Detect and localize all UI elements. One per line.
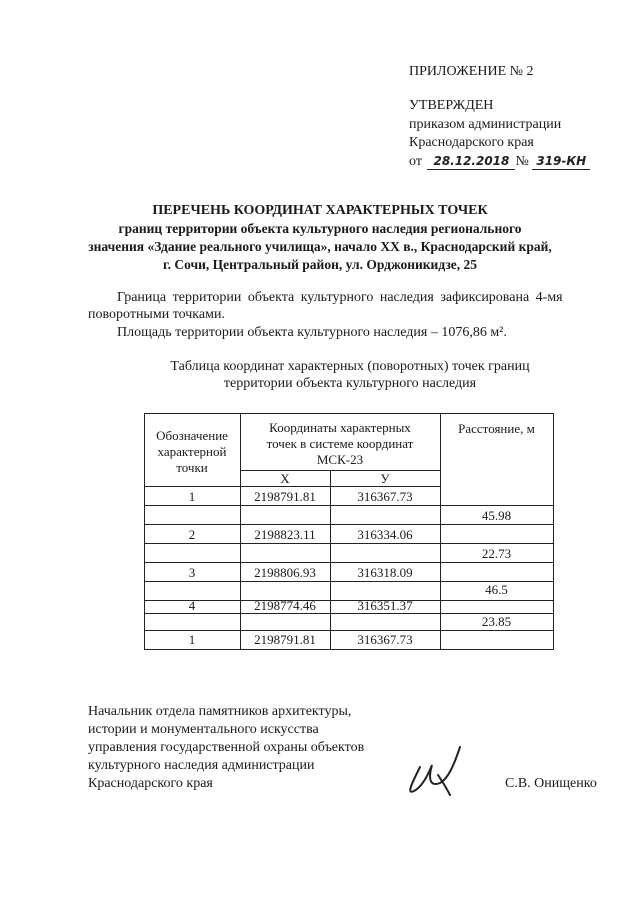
table-caption-line-2: территории объекта культурного наследия [223,376,477,391]
row-4-x: 2198774.46 [254,598,316,613]
signatory-line-5: Краснодарского края [88,776,213,791]
signatory-line-1: Начальник отдела памятников архитектуры, [88,704,352,719]
paragraph-1-line-2: поворотными точками. [88,307,225,322]
paragraph-1-line-1: Граница территории объекта культурного наследия зафиксирована 4-мя [117,290,563,305]
approved-label: УТВЕРЖДЕН [409,98,494,113]
header-distance: Расстояние, м [458,421,535,436]
row-2-x: 2198823.11 [254,527,316,542]
order-number: 319-КН [532,153,590,170]
signatory-line-2: истории и монументального искусства [88,722,319,737]
signatory-name: С.В. Онищенко [505,776,597,791]
title-line-2: границ территории объекта культурного наследия регионального [118,221,522,236]
row-1-y: 316367.73 [357,489,413,504]
row-2-point: 2 [188,527,196,542]
header-point-line-3: точки [176,460,208,475]
header-x: X [280,471,290,486]
table-caption-line-1: Таблица координат характерных (поворотных) точек границ [170,359,530,374]
row-4-y: 316351.37 [357,598,413,613]
header-coords-line-1: Координаты характерных [269,420,411,435]
title-line-4: г. Сочи, Центральный район, ул. Орджоникидзе, 25 [163,257,477,272]
row-4-point: 4 [188,598,196,613]
row-5-point: 1 [188,632,196,647]
paragraph-2: Площадь территории объекта культурного наследия – 1076,86 м². [117,325,507,340]
handwritten-signature [398,735,468,805]
row-1-point: 1 [188,489,196,504]
distance-3: 46.5 [485,582,508,597]
row-5-x: 2198791.81 [254,632,316,647]
row-3-x: 2198806.93 [254,565,316,580]
header-y: У [380,471,390,486]
header-point-line-2: характерной [157,444,227,459]
header-coords-line-2: точек в системе координат [266,436,414,451]
header-point-line-1: Обозначение [156,428,228,443]
row-5-y: 316367.73 [357,632,413,647]
order-date: 28.12.2018 [427,153,515,170]
header-coords-line-3: МСК-23 [316,452,364,467]
distance-4: 23.85 [481,614,512,629]
appendix-label: ПРИЛОЖЕНИЕ № 2 [409,64,534,79]
distance-1: 45.98 [481,508,512,523]
date-prefix: от [409,154,422,169]
signatory-line-3: управления государственной охраны объектов [88,740,365,755]
document-title: ПЕРЕЧЕНЬ КООРДИНАТ ХАРАКТЕРНЫХ ТОЧЕК [152,203,488,218]
order-line-2: Краснодарского края [409,135,534,150]
order-date-line [409,153,590,170]
row-3-point: 3 [188,565,196,580]
order-line-1: приказом администрации [409,117,562,132]
row-1-x: 2198791.81 [254,489,316,504]
signatory-line-4: культурного наследия администрации [88,758,315,773]
row-3-y: 316318.09 [357,565,413,580]
row-2-y: 316334.06 [357,527,413,542]
title-line-3: значения «Здание реального училища», начало XX в., Краснодарский край, [88,239,552,254]
number-prefix: № [515,154,529,169]
distance-2: 22.73 [481,546,512,561]
